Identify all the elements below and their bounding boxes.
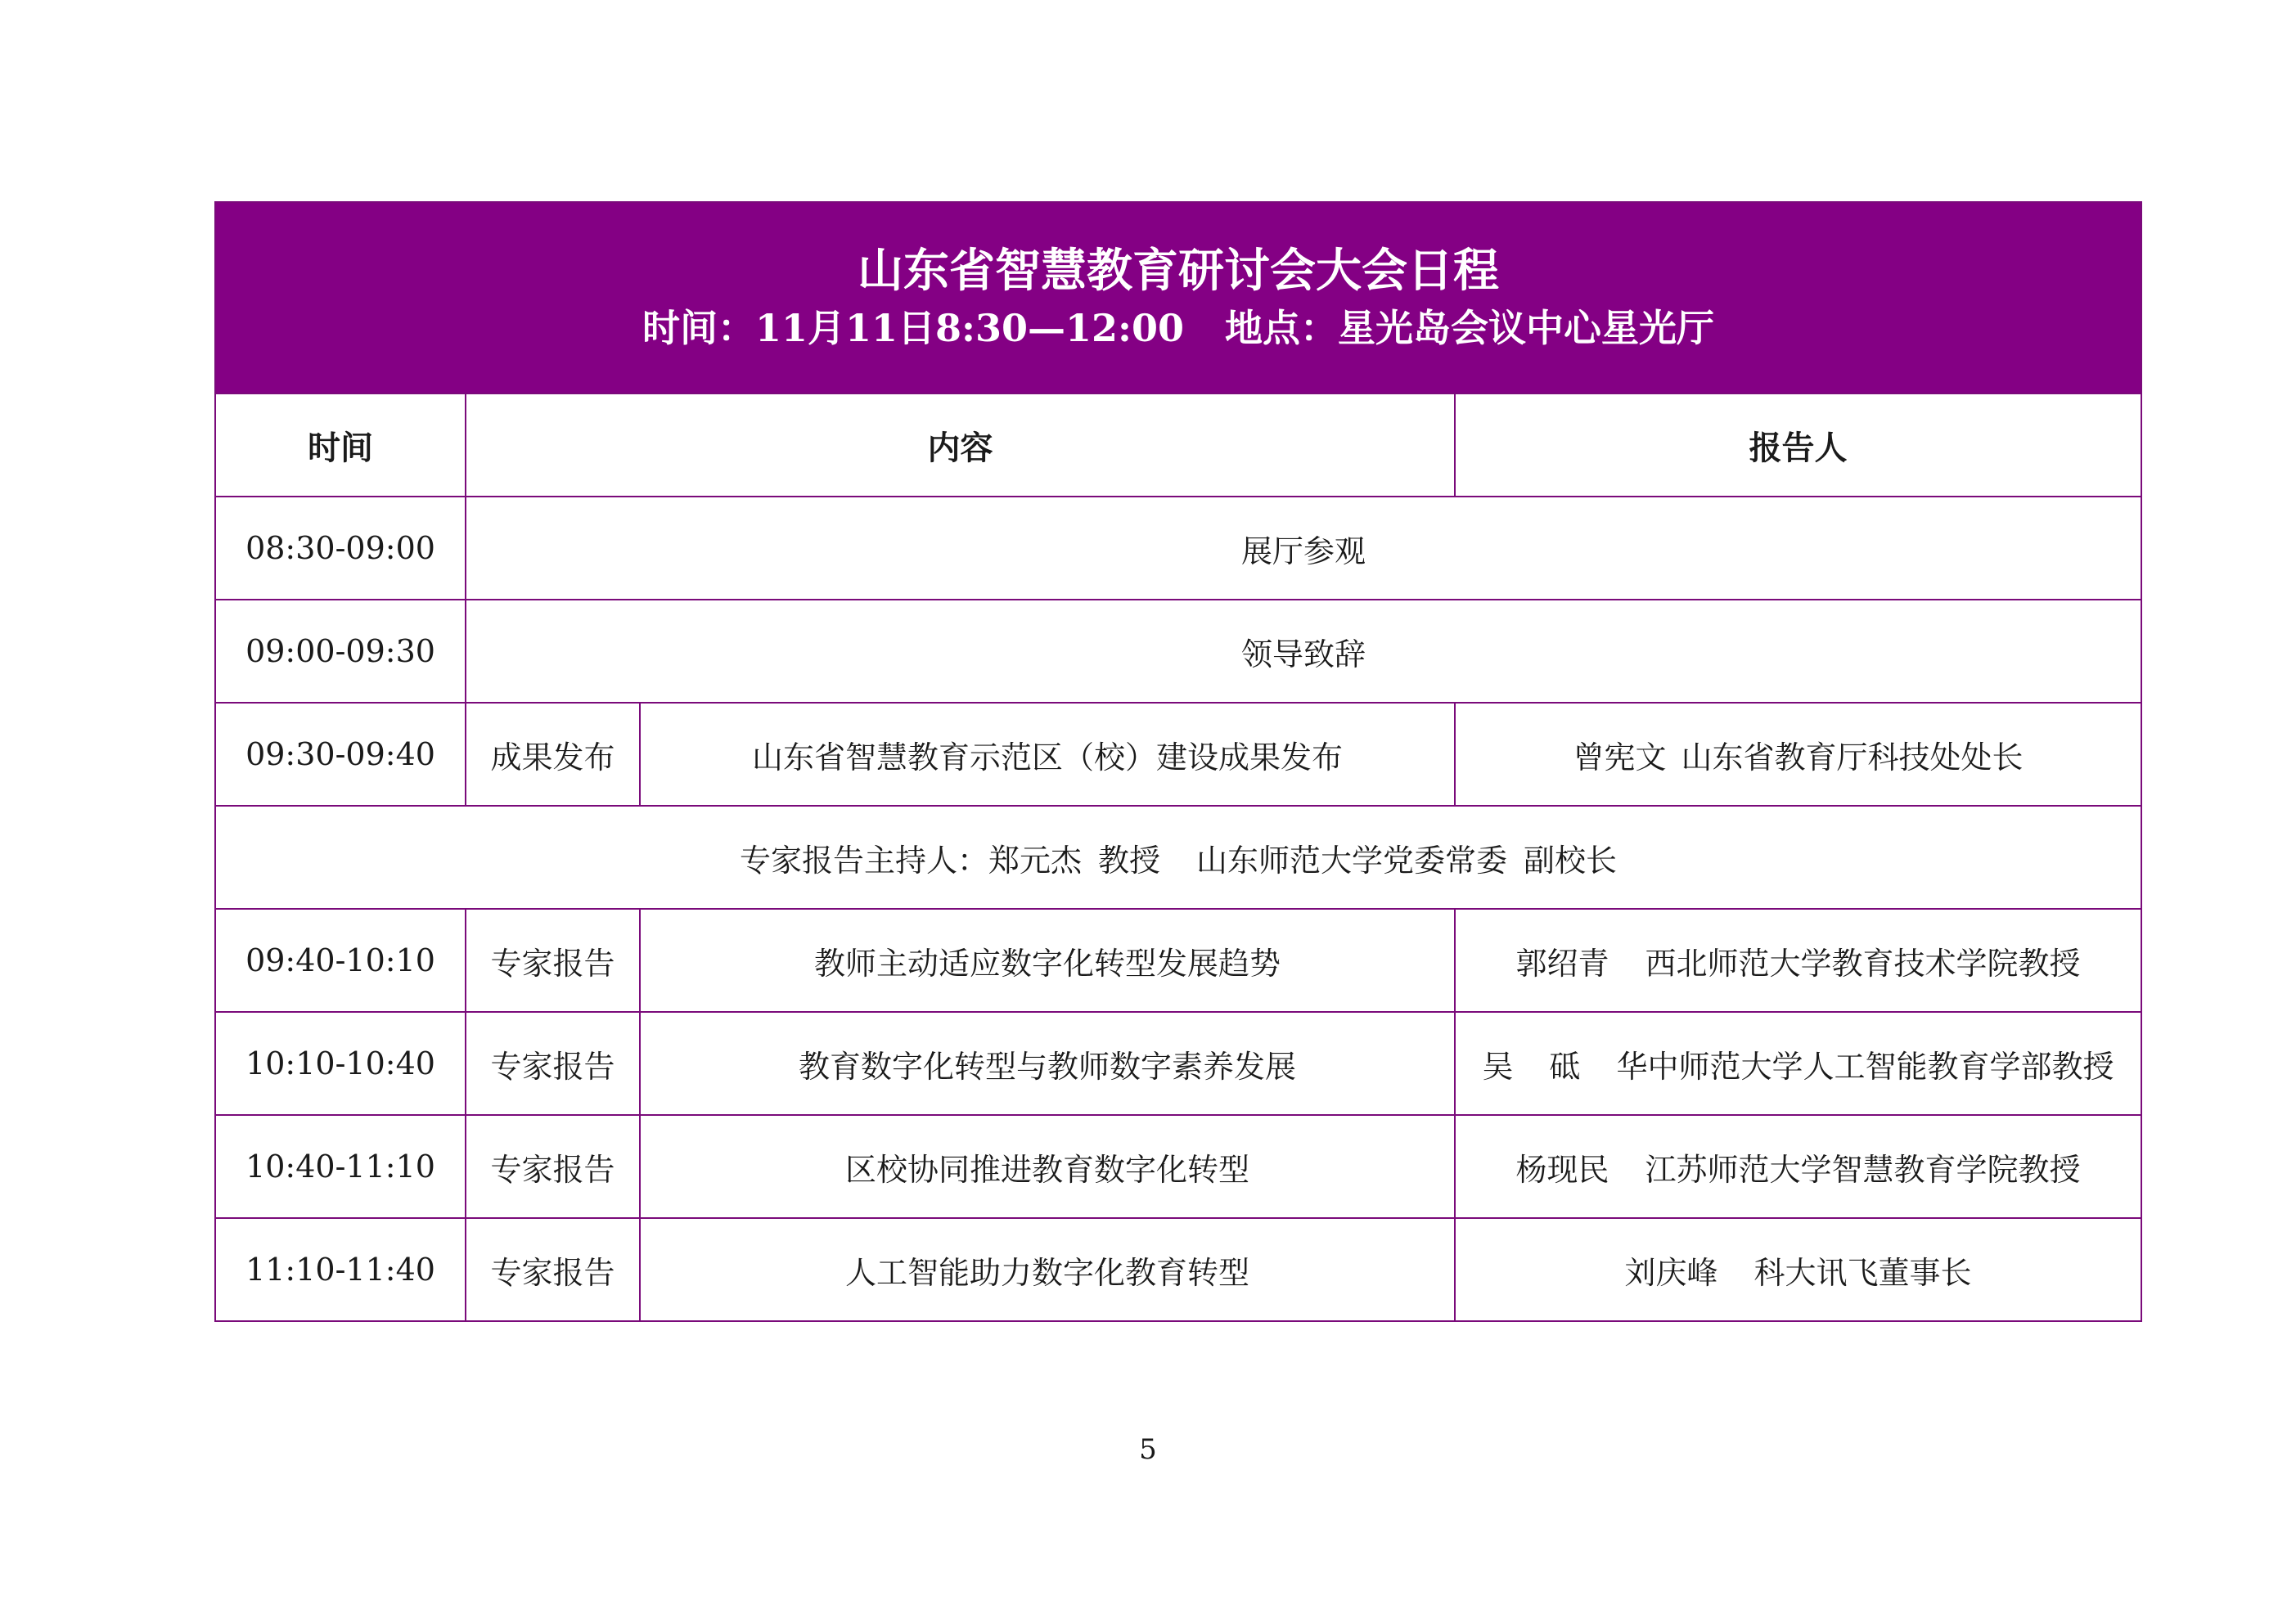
page-title: 山东省智慧教育研讨会大会日程	[858, 244, 1500, 298]
speaker-name: 杨现民	[1515, 1151, 1609, 1188]
row-speaker	[1455, 703, 2141, 806]
row-content: 教育数字化转型与教师数字素养发展	[640, 1012, 1455, 1115]
table-header-row	[215, 393, 2141, 497]
row-time: 11:10-11:40	[215, 1218, 466, 1321]
speaker-title: 科大讯飞董事长	[1754, 1254, 1972, 1291]
schedule-banner	[215, 202, 2141, 393]
row-type: 专家报告	[466, 1115, 640, 1218]
event-venue: 地点：星光岛会议中心星光厅	[1225, 306, 1715, 350]
session-host	[215, 806, 2141, 909]
row-speaker	[1455, 909, 2141, 1012]
speaker-name-part: 吴	[1482, 1048, 1514, 1085]
page-number: 5	[1139, 1433, 1157, 1466]
row-content: 人工智能助力数字化教育转型	[640, 1218, 1455, 1321]
speaker-title: 华中师范大学人工智能教育学部教授	[1616, 1048, 2114, 1085]
row-content: 区校协同推进教育数字化转型	[640, 1115, 1455, 1218]
table-row	[215, 703, 2141, 806]
schedule-table	[214, 201, 2142, 1322]
speaker-title: 西北师范大学教育技术学院教授	[1645, 945, 2081, 982]
host-row	[215, 806, 2141, 909]
row-time: 09:40-10:10	[215, 909, 466, 1012]
host-rank: 教授	[1098, 842, 1161, 879]
speaker-name-part: 砥	[1549, 1048, 1581, 1085]
row-time: 10:10-10:40	[215, 1012, 466, 1115]
row-content: 展厅参观	[466, 497, 2141, 600]
row-type: 专家报告	[466, 1012, 640, 1115]
host-label: 专家报告主持人：郑元杰	[739, 842, 1082, 879]
row-type: 专家报告	[466, 1218, 640, 1321]
table-row	[215, 909, 2141, 1012]
table-row	[215, 1115, 2141, 1218]
column-header-speaker: 报告人	[1455, 393, 2141, 497]
event-subtitle	[216, 303, 2141, 353]
speaker-title: 山东省教育厅科技处处长	[1681, 739, 2024, 776]
row-time: 09:30-09:40	[215, 703, 466, 806]
speaker-name: 曾宪文	[1573, 739, 1667, 776]
speaker-name: 郭绍青	[1515, 945, 1609, 982]
table-row	[215, 1012, 2141, 1115]
row-type: 成果发布	[466, 703, 640, 806]
speaker-title: 江苏师范大学智慧教育学院教授	[1645, 1151, 2081, 1188]
table-row	[215, 1218, 2141, 1321]
row-speaker	[1455, 1012, 2141, 1115]
row-type: 专家报告	[466, 909, 640, 1012]
row-time: 09:00-09:30	[215, 600, 466, 703]
banner-row	[215, 202, 2141, 393]
speaker-name: 刘庆峰	[1624, 1254, 1718, 1291]
row-content: 教师主动适应数字化转型发展趋势	[640, 909, 1455, 1012]
table-row	[215, 497, 2141, 600]
row-content: 山东省智慧教育示范区（校）建设成果发布	[640, 703, 1455, 806]
event-time: 时间：11月11日8:30—12:00	[642, 306, 1185, 350]
row-time: 08:30-09:00	[215, 497, 466, 600]
table-row	[215, 600, 2141, 703]
row-time: 10:40-11:10	[215, 1115, 466, 1218]
row-speaker	[1455, 1115, 2141, 1218]
column-header-time: 时间	[215, 393, 466, 497]
row-speaker	[1455, 1218, 2141, 1321]
column-header-content: 内容	[466, 393, 1455, 497]
host-org: 山东师范大学党委常委	[1196, 842, 1508, 879]
row-content: 领导致辞	[466, 600, 2141, 703]
host-title: 副校长	[1524, 842, 1618, 879]
